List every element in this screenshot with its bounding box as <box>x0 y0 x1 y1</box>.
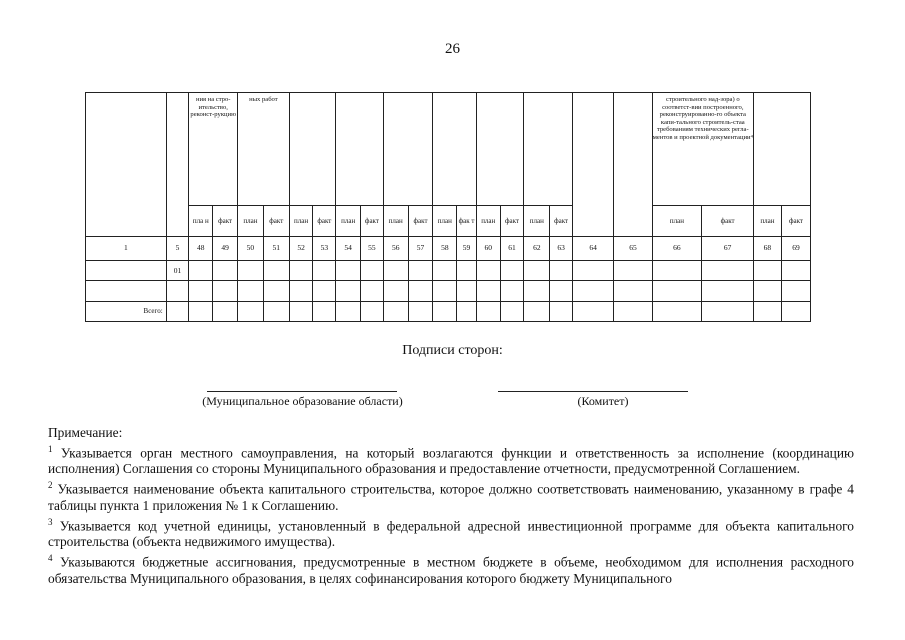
header-cell-supervision: строительного над-зора) о соответст-вии построенного, реконструированно-го объекта капи-тального строитель-стаа требованиям технических регла-ментов и проектной документации⁴ <box>652 93 753 206</box>
page-number: 26 <box>445 41 460 57</box>
sub-header-cell: факт <box>500 206 524 236</box>
sub-header-cell: фак т <box>457 206 477 236</box>
sub-header-cell: факт <box>263 206 289 236</box>
signature-line-left <box>207 391 397 392</box>
column-number-cell: 5 <box>166 236 189 260</box>
notes-section <box>48 425 854 587</box>
column-number-cell: 60 <box>476 236 500 260</box>
sub-header-cell: план <box>524 206 550 236</box>
column-number-cell: 51 <box>263 236 289 260</box>
note-item-4 <box>48 550 854 586</box>
column-number-cell: 58 <box>433 236 457 260</box>
column-number-cell: 61 <box>500 236 524 260</box>
header-cell <box>289 93 336 206</box>
note-text: Указывается орган местного самоуправления, на который возлагаются функции и ответственность за исполнение (координацию исполнения) Соглашения со стороны Муниципального образования и предоставление отчетности, предусмотренной Соглашением. <box>48 445 854 477</box>
column-number-cell: 62 <box>524 236 550 260</box>
sub-header-cell: план <box>476 206 500 236</box>
header-cell <box>433 93 476 206</box>
column-number-cell: 50 <box>238 236 264 260</box>
sub-header-cell: факт <box>408 206 433 236</box>
table-row-total <box>86 301 811 321</box>
note-text: Указывается наименование объекта капитального строительства, которое должно соответствовать наименованию, указанному в графе 4 таблицы пункта 1 приложения № 1 к Соглашению. <box>48 481 854 513</box>
sub-header-cell: пла н <box>189 206 213 236</box>
header-cell <box>476 93 524 206</box>
sub-header-cell: план <box>238 206 264 236</box>
note-text: Указываются бюджетные ассигнования, предусмотренные в местном бюджете в объеме, необходимом для исполнения расходного обязательства Муниципального образования, в целях софинансирования которого бюджету Муниципального <box>48 554 854 586</box>
signature-label-left: (Муниципальное образование области) <box>202 394 403 408</box>
column-number-cell: 48 <box>189 236 213 260</box>
footnote-mark: 3 <box>48 516 53 527</box>
row-code-cell: 01 <box>166 261 189 281</box>
sub-header-cell: факт <box>213 206 238 236</box>
note-item-1 <box>48 441 854 477</box>
column-number-cell: 65 <box>614 236 652 260</box>
column-number-cell: 53 <box>313 236 336 260</box>
column-number-cell: 64 <box>573 236 614 260</box>
sub-header-cell: план <box>753 206 781 236</box>
sub-header-cell: факт <box>313 206 336 236</box>
signature-line-right <box>498 391 688 392</box>
footnote-mark: 4 <box>48 553 53 564</box>
sub-header-cell: план <box>289 206 313 236</box>
header-cell <box>524 93 573 206</box>
sub-header-cell: факт <box>550 206 573 236</box>
sub-header-cell: факт <box>702 206 754 236</box>
header-cell <box>753 93 810 206</box>
total-label-cell: Всего: <box>86 301 167 321</box>
sub-header-cell: факт <box>361 206 384 236</box>
header-cell-construction: ния на стро-ительство, реконст-рукцию <box>189 93 238 206</box>
header-cell <box>614 93 652 237</box>
note-text: Указывается код учетной единицы, установленный в федеральной адресной инвестиционной программе для объекта капитального строительства (объекта недвижимого имущества). <box>48 518 854 550</box>
footnote-mark: 2 <box>48 480 53 491</box>
column-number-cell: 57 <box>408 236 433 260</box>
notes-heading: Примечание: <box>48 425 123 440</box>
sub-header-cell: план <box>652 206 702 236</box>
column-number-cell: 49 <box>213 236 238 260</box>
header-cell <box>573 93 614 237</box>
header-cell <box>383 93 433 206</box>
header-cell <box>86 93 167 237</box>
column-number-cell: 66 <box>652 236 702 260</box>
column-number-cell: 55 <box>361 236 384 260</box>
sub-header-cell: план <box>433 206 457 236</box>
column-number-cell: 69 <box>781 236 810 260</box>
header-cell <box>336 93 384 206</box>
report-table <box>85 92 811 322</box>
column-number-cell: 52 <box>289 236 313 260</box>
column-number-cell: 67 <box>702 236 754 260</box>
column-number-cell: 1 <box>86 236 167 260</box>
table-row <box>86 281 811 301</box>
signature-label-right: (Комитет) <box>577 394 629 408</box>
sub-header-cell: план <box>336 206 361 236</box>
note-item-3 <box>48 514 854 550</box>
header-cell <box>166 93 189 237</box>
column-number-cell: 63 <box>550 236 573 260</box>
footnote-mark: 1 <box>48 444 53 454</box>
note-item-2 <box>48 477 854 513</box>
column-number-cell: 68 <box>753 236 781 260</box>
header-cell-works: ных работ <box>238 93 290 206</box>
sub-header-cell: факт <box>781 206 810 236</box>
sub-header-cell: план <box>383 206 408 236</box>
column-number-cell: 56 <box>383 236 408 260</box>
table-row <box>86 261 811 281</box>
column-number-cell: 59 <box>457 236 477 260</box>
signatures-title: Подписи сторон: <box>402 343 503 358</box>
column-number-cell: 54 <box>336 236 361 260</box>
